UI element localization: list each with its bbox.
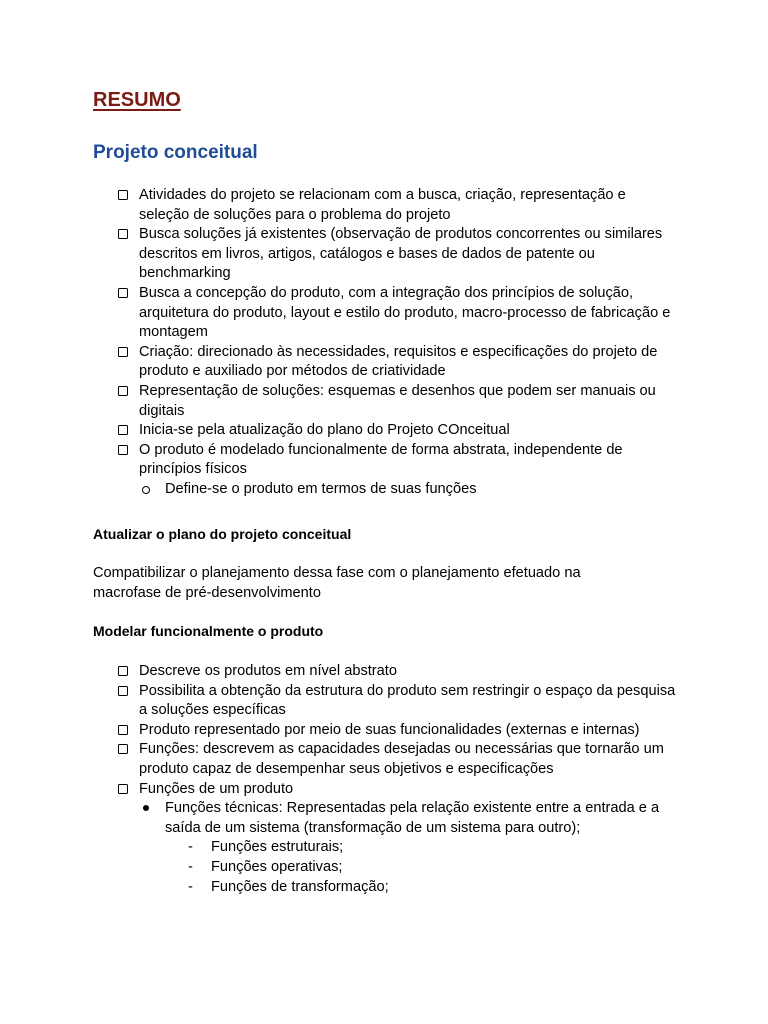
sub-list-item-text: Define-se o produto em termos de suas funções (165, 480, 477, 497)
section-paragraph: Compatibilizar o planejamento dessa fase com o planejamento efetuado na macrofase de pré-desenvolvimento (93, 565, 581, 601)
sub-list (139, 480, 678, 500)
sub-list-item (118, 799, 678, 897)
section-title-projeto-conceitual: Projeto conceitual (93, 142, 258, 163)
checklist-item (118, 421, 678, 441)
dash-list-item (165, 838, 678, 858)
checklist-item-text: Criação: direcionado às necessidades, requisitos e especificações do projeto de produto e auxiliado por métodos de criatividade (139, 343, 658, 380)
checklist-item (118, 721, 678, 741)
checklist-projeto-conceitual (118, 186, 678, 500)
dash-list-item-text: Funções de transformação; (211, 878, 389, 895)
checklist-item (118, 343, 678, 382)
checklist-item-text: Representação de soluções: esquemas e desenhos que podem ser manuais ou digitais (139, 382, 656, 419)
disc-bullet-icon (143, 805, 149, 811)
checklist-item (118, 780, 678, 898)
dash-list-item-text: Funções operativas; (211, 858, 343, 875)
checklist-item (118, 441, 678, 500)
checklist-item (118, 186, 678, 225)
checklist-item (118, 225, 678, 284)
section-heading-modelar-funcionalmente: Modelar funcionalmente o produto (93, 623, 324, 639)
checkbox-icon (118, 445, 128, 455)
checkbox-icon (118, 425, 128, 435)
checklist-item-text: Funções: descrevem as capacidades desejadas ou necessárias que tornarão um produto capaz de desempenhar seus objetivos e especificações (139, 741, 664, 777)
checklist-item-text: Funções de um produto (139, 780, 294, 797)
checkbox-icon (118, 784, 128, 794)
section-heading-atualizar-plano: Atualizar o plano do projeto conceitual (93, 526, 352, 542)
checklist-item-text: O produto é modelado funcionalmente de forma abstrata, independente de princípios físicos (139, 441, 623, 478)
dash-marker: - (188, 878, 193, 895)
checkbox-icon (118, 347, 128, 357)
checklist-item (118, 740, 678, 779)
checklist-item-text: Produto representado por meio de suas funcionalidades (externas e internas) (139, 721, 640, 738)
checklist-item (118, 284, 678, 343)
checkbox-icon (118, 666, 128, 676)
dash-list-item (165, 878, 678, 898)
checkbox-icon (118, 229, 128, 239)
checklist-item-text: Busca a concepção do produto, com a integração dos princípios de solução, arquitetura do produto, layout e estilo do produto, macro-processo de fabricação e montagem (139, 284, 671, 341)
checklist-item (118, 662, 678, 682)
checklist-modelar-funcionalmente (118, 662, 678, 897)
circle-bullet-icon (142, 486, 150, 494)
checklist-item (118, 382, 678, 421)
dash-list (165, 838, 678, 897)
checkbox-icon (118, 725, 128, 735)
checklist-item-text: Inicia-se pela atualização do plano do Projeto COnceitual (139, 422, 510, 439)
checkbox-icon (118, 686, 128, 696)
dash-list-item-text: Funções estruturais; (211, 839, 344, 856)
checklist-item (118, 682, 678, 721)
sub-list (139, 799, 678, 897)
checklist-item-text: Descreve os produtos em nível abstrato (139, 663, 397, 679)
document-title: RESUMO (93, 89, 181, 111)
checkbox-icon (118, 190, 128, 200)
sub-list-item (118, 480, 678, 500)
checklist-item-text: Busca soluções já existentes (observação de produtos concorrentes ou similares descritos em livros, artigos, catálogos e bases de dados de patente ou benchmarking (139, 226, 663, 282)
dash-list-item (165, 858, 678, 878)
dash-marker: - (188, 858, 193, 875)
checkbox-icon (118, 288, 128, 298)
checkbox-icon (118, 744, 128, 754)
dash-marker: - (188, 839, 193, 856)
checklist-item-text: Possibilita a obtenção da estrutura do produto sem restringir o espaço da pesquisa a soluções específicas (139, 682, 676, 719)
checklist-item-text: Atividades do projeto se relacionam com a busca, criação, representação e seleção de soluções para o problema do projeto (139, 187, 626, 223)
sub-list-item-text: Funções técnicas: Representadas pela relação existente entre a entrada e a saída de um sistema (transformação de um sistema para outro); (165, 800, 660, 836)
checkbox-icon (118, 386, 128, 396)
